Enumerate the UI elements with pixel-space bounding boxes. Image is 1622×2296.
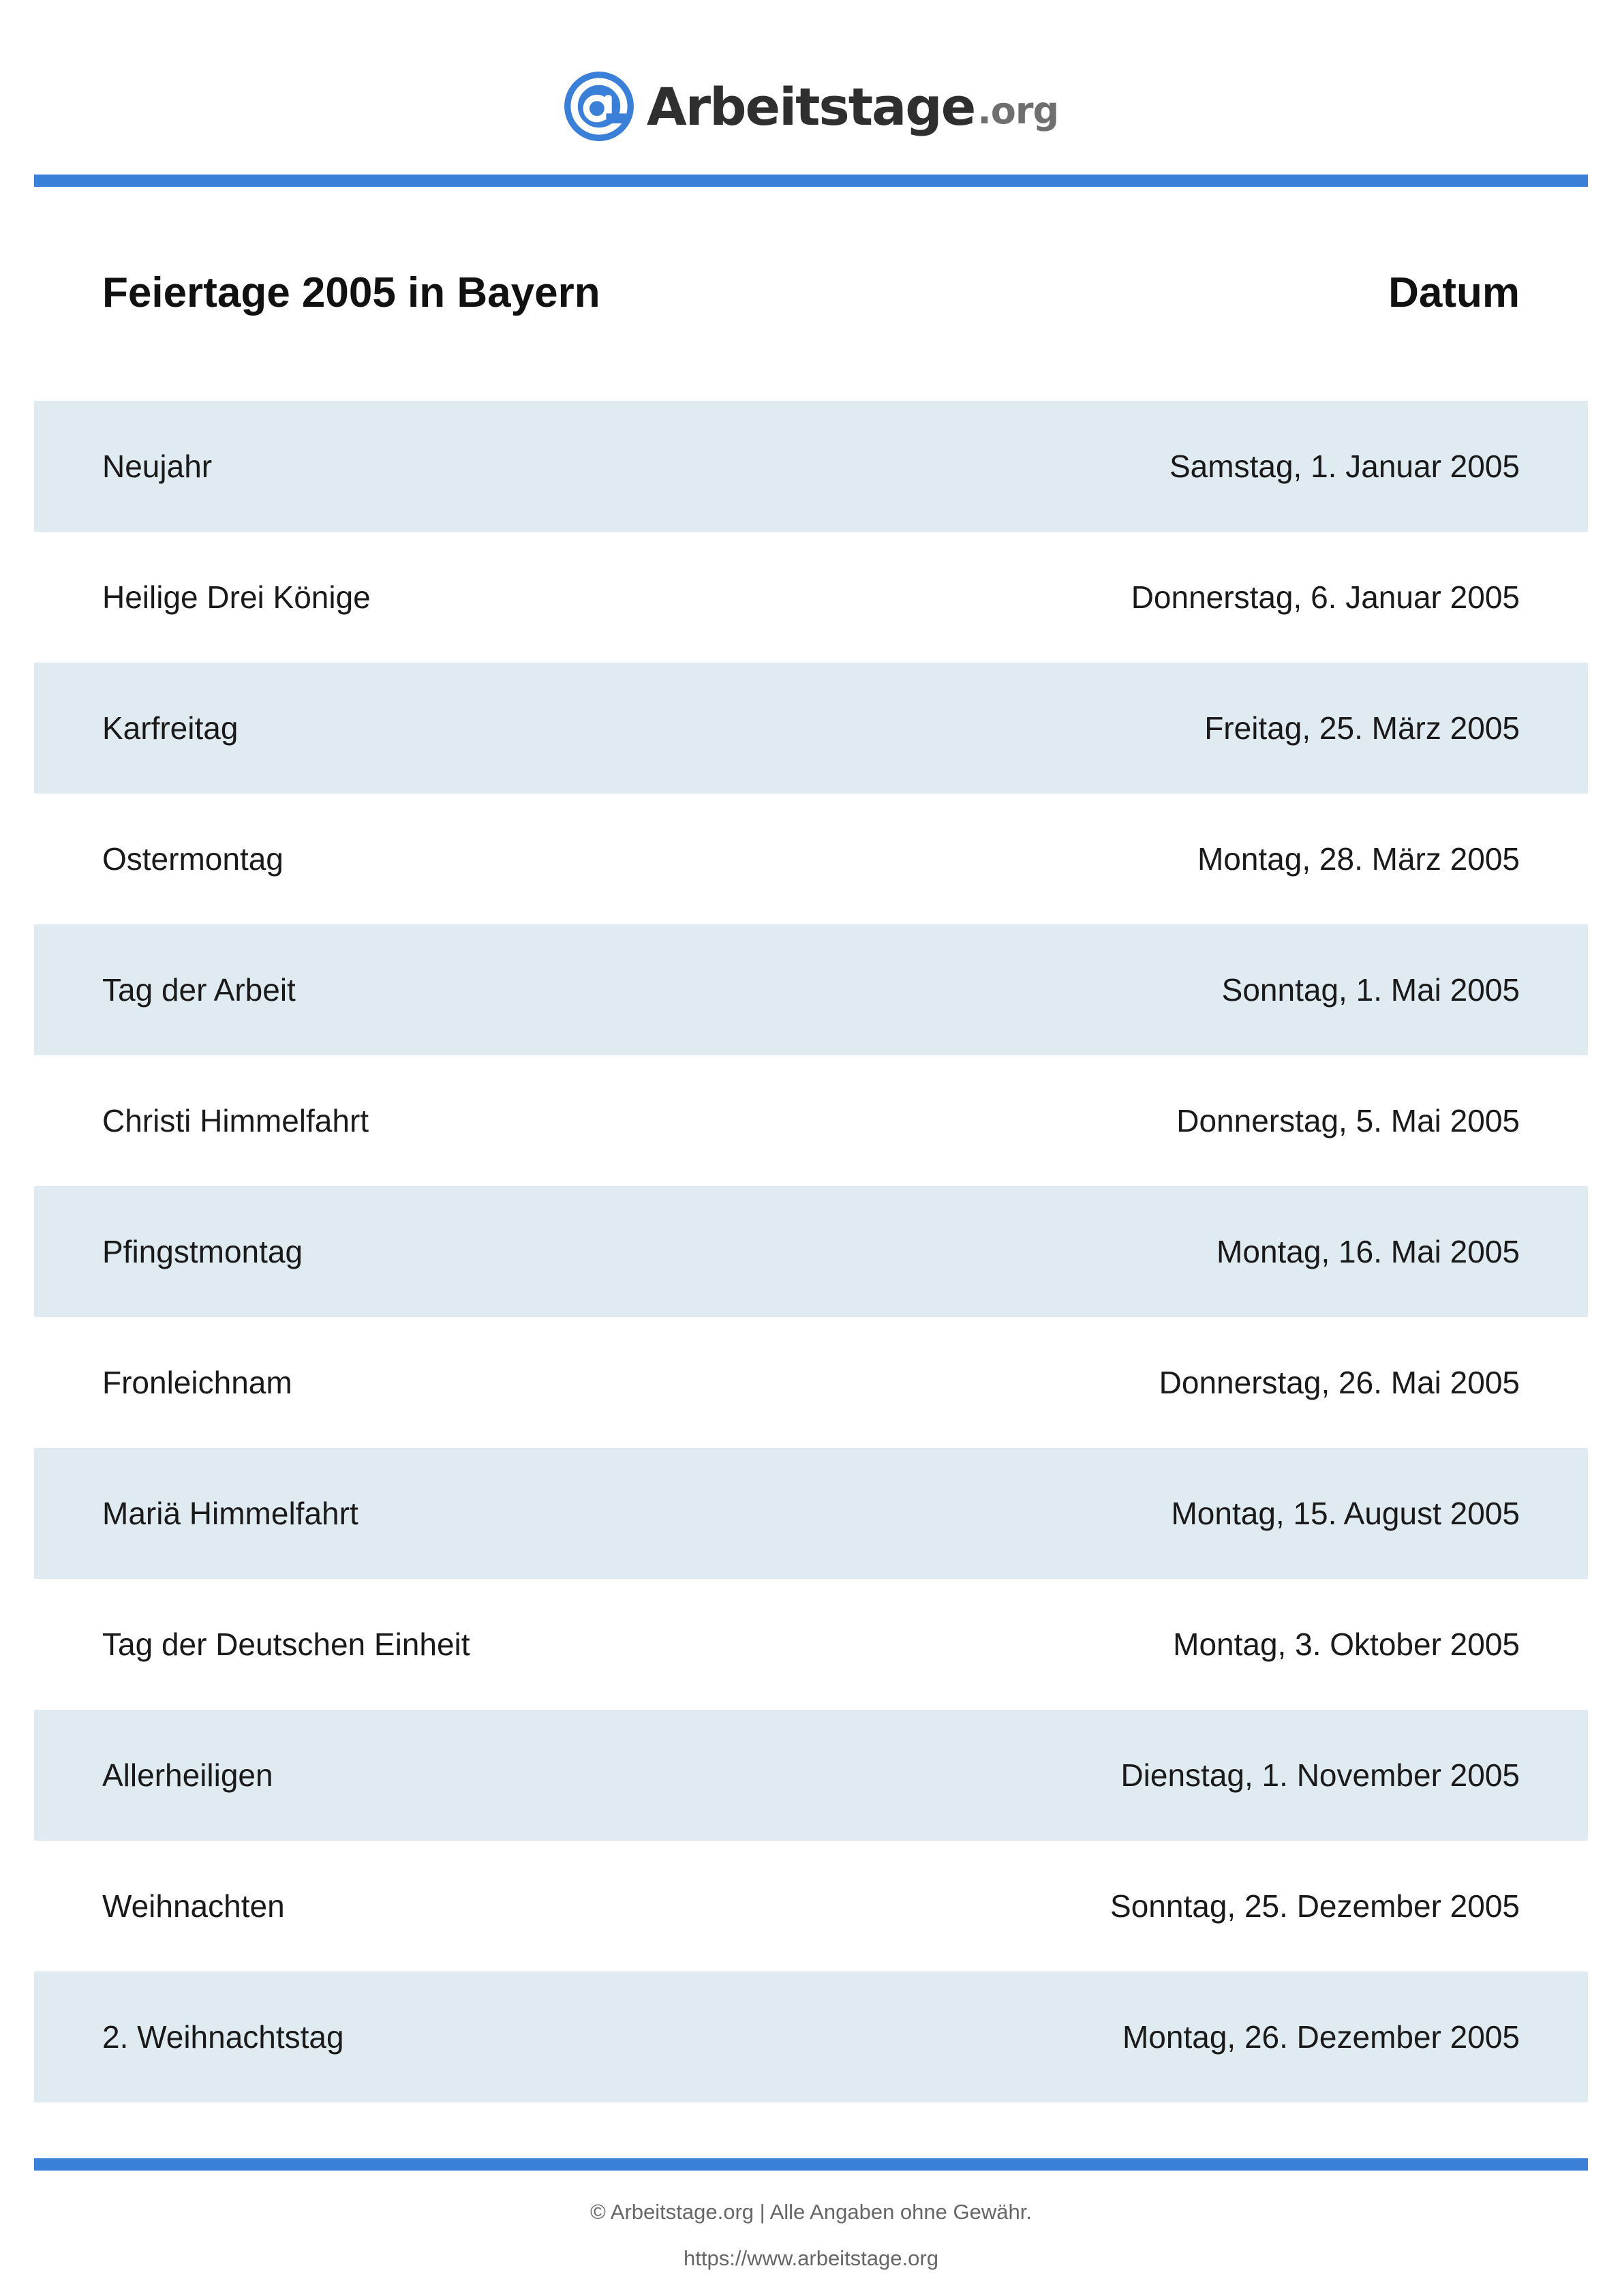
holiday-date: Montag, 3. Oktober 2005 (1173, 1627, 1520, 1662)
holiday-date: Freitag, 25. März 2005 (1204, 710, 1520, 746)
holiday-date: Samstag, 1. Januar 2005 (1169, 449, 1520, 484)
table-row (34, 1972, 1588, 2102)
footer (34, 2195, 1588, 2276)
table-row (34, 1579, 1588, 1710)
holiday-date: Donnerstag, 5. Mai 2005 (1176, 1103, 1520, 1138)
holiday-name: Ostermontag (102, 841, 284, 877)
holiday-name: Christi Himmelfahrt (102, 1103, 369, 1138)
holiday-date: Montag, 26. Dezember 2005 (1122, 2019, 1520, 2055)
holiday-name: Tag der Deutschen Einheit (102, 1627, 470, 1662)
at-sign-icon (564, 71, 634, 142)
table-row (34, 1448, 1588, 1579)
logo-wordmark: Arbeitstage (646, 76, 975, 137)
date-column-header: Datum (1388, 269, 1520, 316)
table-row (34, 532, 1588, 663)
holiday-name: Weihnachten (102, 1888, 285, 1924)
table-row (34, 1055, 1588, 1186)
holiday-date: Montag, 28. März 2005 (1197, 841, 1520, 877)
top-divider (34, 175, 1588, 187)
holiday-name: Tag der Arbeit (102, 972, 296, 1008)
logo-tld: .org (977, 89, 1059, 132)
table-row (34, 1186, 1588, 1317)
logo-group (564, 71, 1058, 142)
holiday-date: Donnerstag, 26. Mai 2005 (1159, 1365, 1520, 1400)
holiday-name: Heilige Drei Könige (102, 579, 371, 615)
holiday-date: Donnerstag, 6. Januar 2005 (1131, 579, 1520, 615)
bottom-divider (34, 2158, 1588, 2171)
table-title: Feiertage 2005 in Bayern (102, 269, 600, 316)
holiday-name: 2. Weihnachtstag (102, 2019, 344, 2055)
holiday-date: Sonntag, 25. Dezember 2005 (1110, 1888, 1520, 1924)
holiday-date: Dienstag, 1. November 2005 (1120, 1757, 1520, 1793)
holiday-name: Karfreitag (102, 710, 239, 746)
holiday-date: Sonntag, 1. Mai 2005 (1221, 972, 1520, 1008)
footer-url[interactable]: https://www.arbeitstage.org (684, 2246, 938, 2270)
footer-copyright: © Arbeitstage.org | Alle Angaben ohne Gewähr. (590, 2200, 1032, 2224)
table-row (34, 1317, 1588, 1448)
holiday-name: Pfingstmontag (102, 1234, 303, 1269)
holiday-table (34, 401, 1588, 2102)
table-header (34, 255, 1588, 330)
holiday-date: Montag, 15. August 2005 (1171, 1496, 1520, 1531)
holiday-name: Neujahr (102, 449, 213, 484)
table-row (34, 663, 1588, 794)
table-row (34, 1841, 1588, 1972)
table-row (34, 924, 1588, 1055)
table-row (34, 401, 1588, 532)
table-row (34, 794, 1588, 924)
document-page (34, 0, 1588, 2296)
holiday-name: Mariä Himmelfahrt (102, 1496, 358, 1531)
holiday-name: Fronleichnam (102, 1365, 292, 1400)
holiday-date: Montag, 16. Mai 2005 (1216, 1234, 1520, 1269)
table-row (34, 1710, 1588, 1841)
holiday-name: Allerheiligen (102, 1757, 273, 1793)
site-logo (34, 71, 1588, 142)
